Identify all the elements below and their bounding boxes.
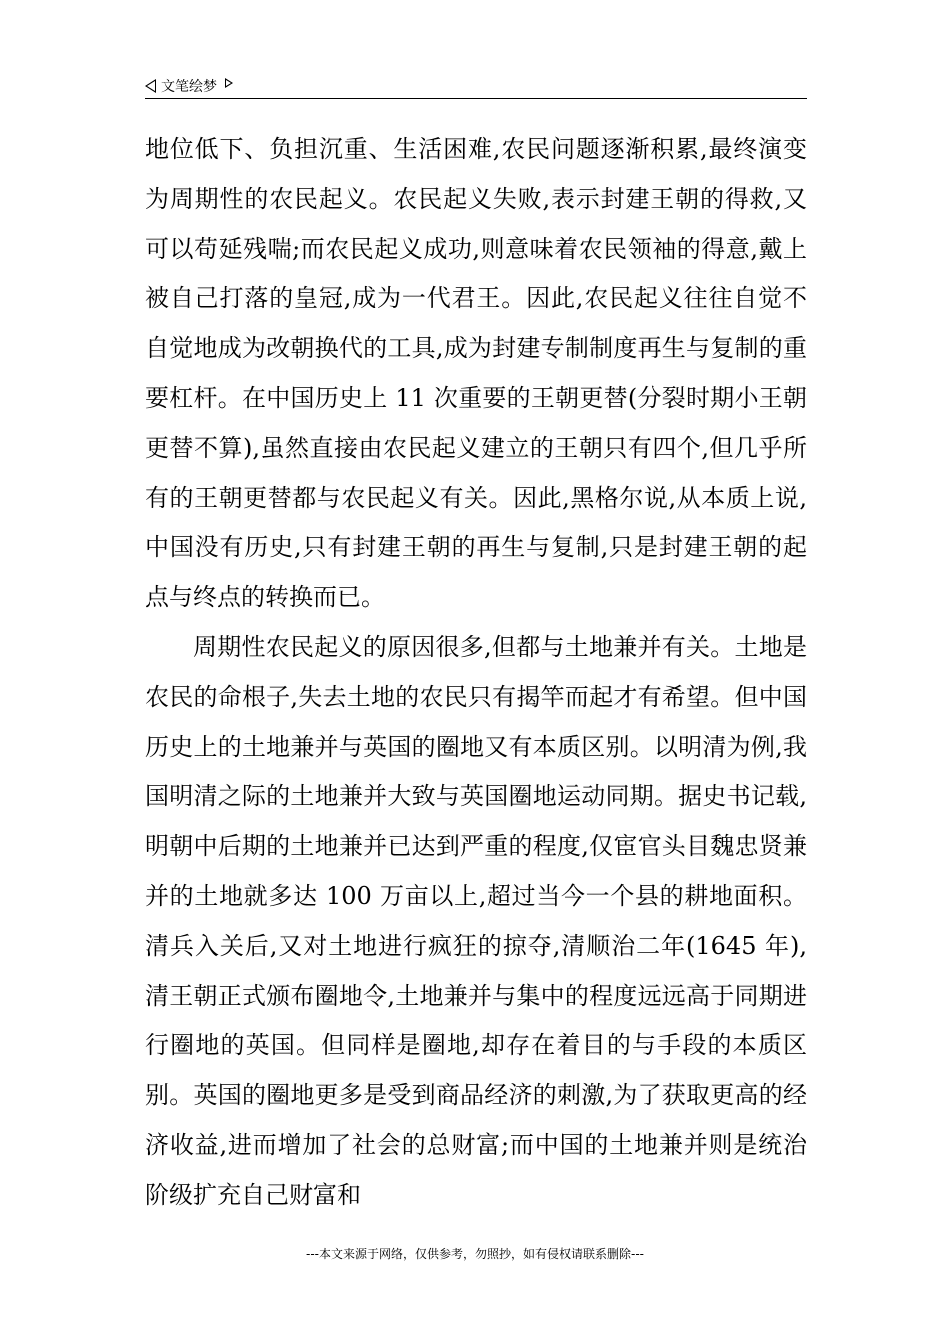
header-title: 文笔绘梦 — [161, 79, 217, 95]
document-body — [145, 125, 807, 1221]
paragraph-1: 地位低下、负担沉重、生活困难,农民问题逐渐积累,最终演变为周期性的农民起义。农民起义失败,表示封建王朝的得救,又可以苟延残喘;而农民起义成功,则意味着农民领袖的得意,戴上被自己打落的皇冠,成为一代君王。因此,农民起义往往自觉不自觉地成为改朝换代的工具,成为封建专制制度再生与复制的重要杠杆。在中国历史上 11 次重要的王朝更替(分裂时期小王朝更替不算),虽然直接由农民起义建立的王朝只有四个,但几乎所有的王朝更替都与农民起义有关。因此,黑格尔说,从本质上说,中国没有历史,只有封建王朝的再生与复制,只是封建王朝的起点与终点的转换而已。 — [145, 135, 807, 612]
right-triangle-icon — [225, 78, 233, 88]
paragraph-2: 周期性农民起义的原因很多,但都与土地兼并有关。土地是农民的命根子,失去土地的农民只有揭竿而起才有希望。但中国历史上的土地兼并与英国的圈地又有本质区别。以明清为例,我国明清之际的土地兼并大致与英国圈地运动同期。据史书记载,明朝中后期的土地兼并已达到严重的程度,仅宦官头目魏忠贤兼并的土地就多达 100 万亩以上,超过当今一个县的耕地面积。清兵入关后,又对土地进行疯狂的掠夺,清顺治二年(1645 年),清王朝正式颁布圈地令,土地兼并与集中的程度远远高于同期进行圈地的英国。但同样是圈地,却存在着目的与手段的本质区别。英国的圈地更多是受到商品经济的刺激,为了获取更高的经济收益,进而增加了社会的总财富;而中国的土地兼并则是统治阶级扩充自己财富和 — [145, 632, 807, 1209]
page-header — [145, 74, 807, 98]
footer-notice: ---本文来源于网络，仅供参考，勿照抄，如有侵权请联系删除--- — [306, 1247, 644, 1261]
header-divider — [145, 98, 807, 99]
left-triangle-icon — [145, 79, 156, 93]
